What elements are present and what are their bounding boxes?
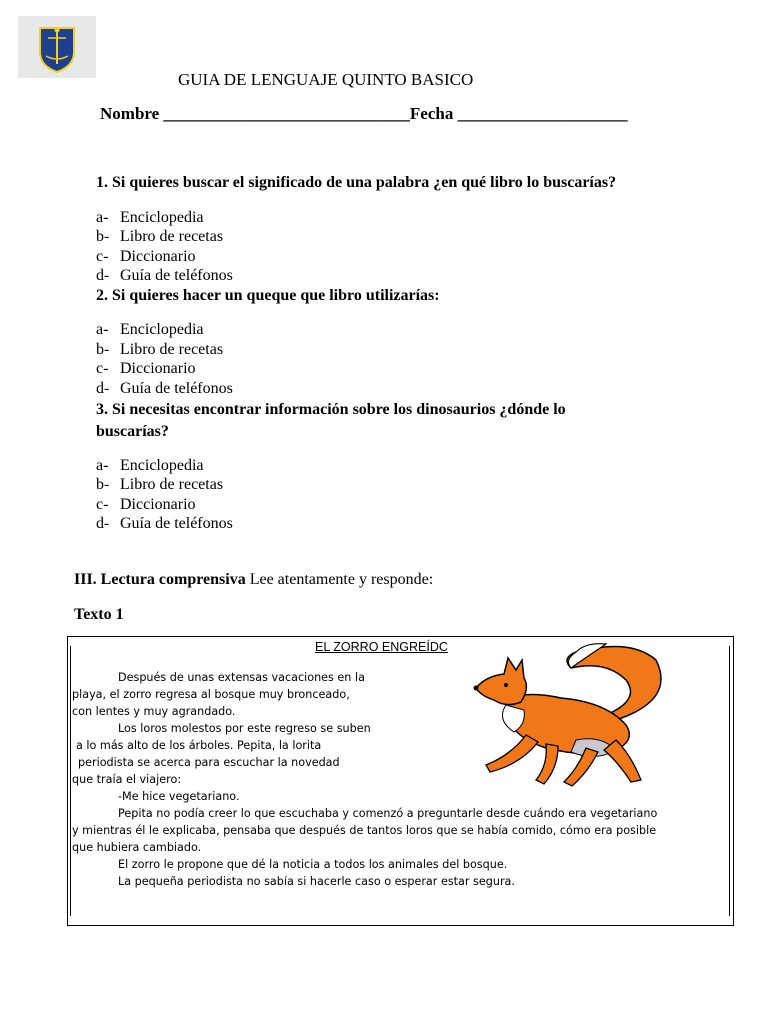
question-3-option-d: d- Guía de teléfonos (96, 515, 233, 532)
question-2-option-d: d- Guía de teléfonos (96, 380, 233, 397)
school-logo (18, 16, 96, 78)
question-2-option-b: b- Libro de recetas (96, 341, 224, 358)
story-line: Los loros molestos por este regreso se suben (118, 722, 371, 735)
question-3-option-b: b- Libro de recetas (96, 476, 224, 493)
page-title: GUIA DE LENGUAJE QUINTO BASICO (178, 70, 474, 89)
section-heading: III. Lectura comprensiva Lee atentamente y responde: (74, 571, 434, 588)
story-line: con lentes y muy agrandado. (72, 705, 236, 718)
story-line: -Me hice vegetariano. (118, 790, 240, 803)
question-1-option-a: a- Enciclopedia (96, 209, 204, 226)
story-box-inner-right-border (729, 646, 730, 916)
story-line: playa, el zorro regresa al bosque muy bronceado, (72, 688, 350, 701)
question-1: 1. Si quieres buscar el significado de una palabra ¿en qué libro lo buscarías? (96, 174, 617, 191)
question-2: 2. Si quieres hacer un queque que libro utilizarías: (96, 287, 440, 304)
story-line: El zorro le propone que dé la noticia a todos los animales del bosque. (118, 858, 508, 871)
fox-illustration (466, 640, 678, 792)
story-line: que hubiera cambiado. (72, 841, 202, 854)
story-line: La pequeña periodista no sabía si hacerle caso o esperar estar segura. (118, 875, 515, 888)
text-label: Texto 1 (74, 606, 124, 623)
story-line: Pepita no podía creer lo que escuchaba y comenzó a preguntarle desde cuándo era vegetariano (118, 807, 658, 820)
question-3-line-1: 3. Si necesitas encontrar información sobre los dinosaurios ¿dónde lo (96, 401, 566, 418)
story-line: Después de unas extensas vacaciones en la (118, 671, 365, 684)
story-line: y mientras él le explicaba, pensaba que después de tantos loros que se había comido, cómo era posible (72, 824, 657, 837)
question-1-option-d: d- Guía de teléfonos (96, 267, 233, 284)
story-title: EL ZORRO ENGREÍDC (315, 640, 448, 654)
name-date-line: Nombre _____________________________Fecha ____________________ (100, 104, 628, 123)
question-3-option-a: a- Enciclopedia (96, 457, 204, 474)
question-3-option-c: c- Diccionario (96, 496, 196, 513)
school-crest-icon (18, 16, 96, 78)
story-line: que traía el viajero: (72, 773, 182, 786)
story-box-inner-left-border (70, 646, 71, 916)
question-2-option-a: a- Enciclopedia (96, 321, 204, 338)
question-1-option-b: b- Libro de recetas (96, 228, 224, 245)
story-line: periodista se acerca para escuchar la novedad (78, 756, 340, 769)
story-line: a lo más alto de los árboles. Pepita, la lorita (76, 739, 322, 752)
question-2-option-c: c- Diccionario (96, 360, 196, 377)
question-1-option-c: c- Diccionario (96, 248, 196, 265)
question-3-line-2: buscarías? (96, 423, 169, 440)
